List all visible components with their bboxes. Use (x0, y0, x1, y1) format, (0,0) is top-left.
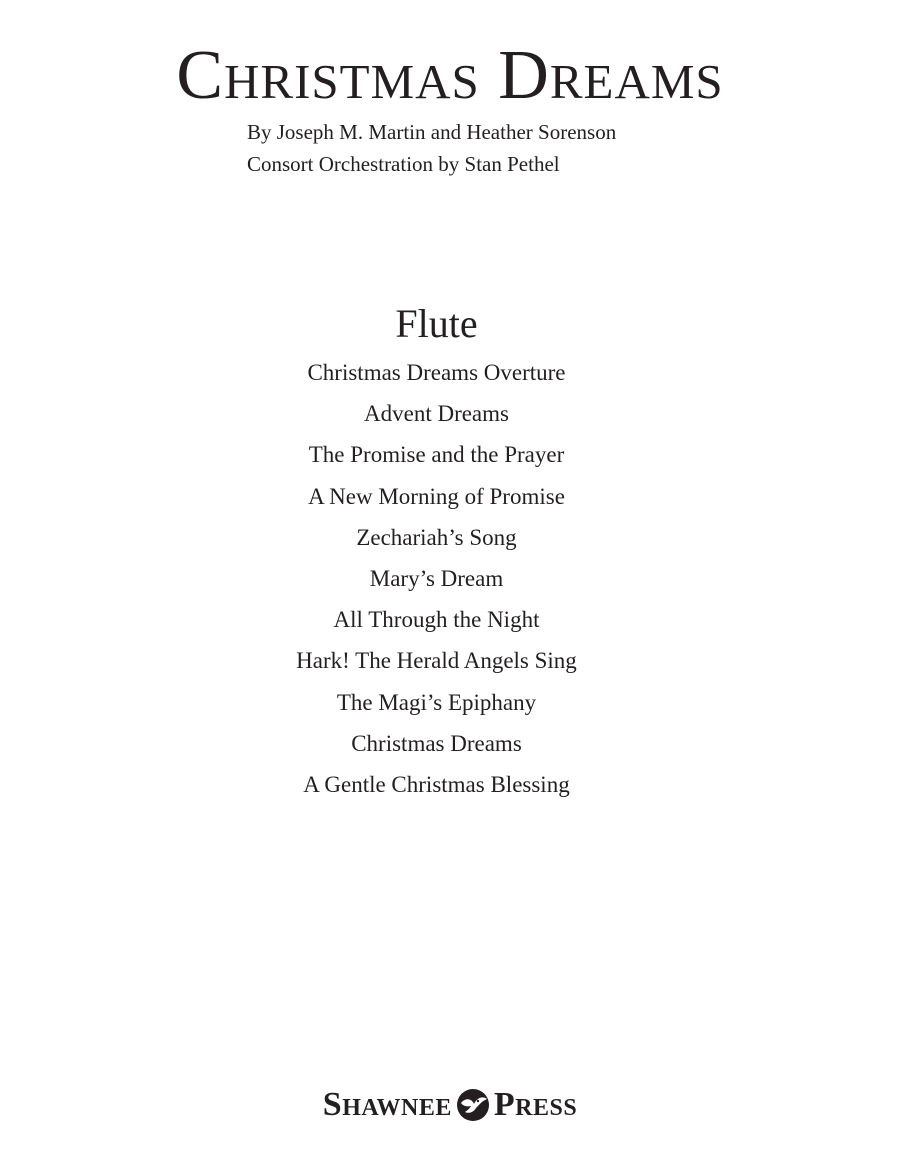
list-item: Christmas Dreams (351, 730, 522, 756)
credit-composers: By Joseph M. Martin and Heather Sorenson (247, 120, 617, 144)
credit-orchestration: Consort Orchestration by Stan Pethel (247, 152, 560, 176)
list-item: A New Morning of Promise (308, 483, 565, 509)
publisher-logo (0, 1078, 900, 1128)
dove-icon (454, 1087, 492, 1123)
contents-list (0, 352, 873, 805)
list-item: Mary’s Dream (369, 566, 504, 592)
publisher-name-left: Shawnee (322, 1086, 452, 1124)
list-item: Christmas Dreams Overture (307, 360, 566, 385)
list-item: Advent Dreams (364, 401, 509, 427)
list-item: A Gentle Christmas Blessing (303, 772, 570, 798)
publisher-name-right: Press (493, 1086, 578, 1124)
list-item: Zechariah’s Song (356, 524, 517, 550)
list-item: Hark! The Herald Angels Sing (296, 648, 577, 674)
page-title: Christmas Dreams (176, 37, 724, 114)
list-item: The Promise and the Prayer (308, 442, 565, 468)
list-item: All Through the Night (333, 607, 540, 633)
credits (247, 116, 767, 180)
instrument-heading: Flute (395, 301, 478, 346)
list-item: The Magi’s Epiphany (336, 689, 537, 715)
